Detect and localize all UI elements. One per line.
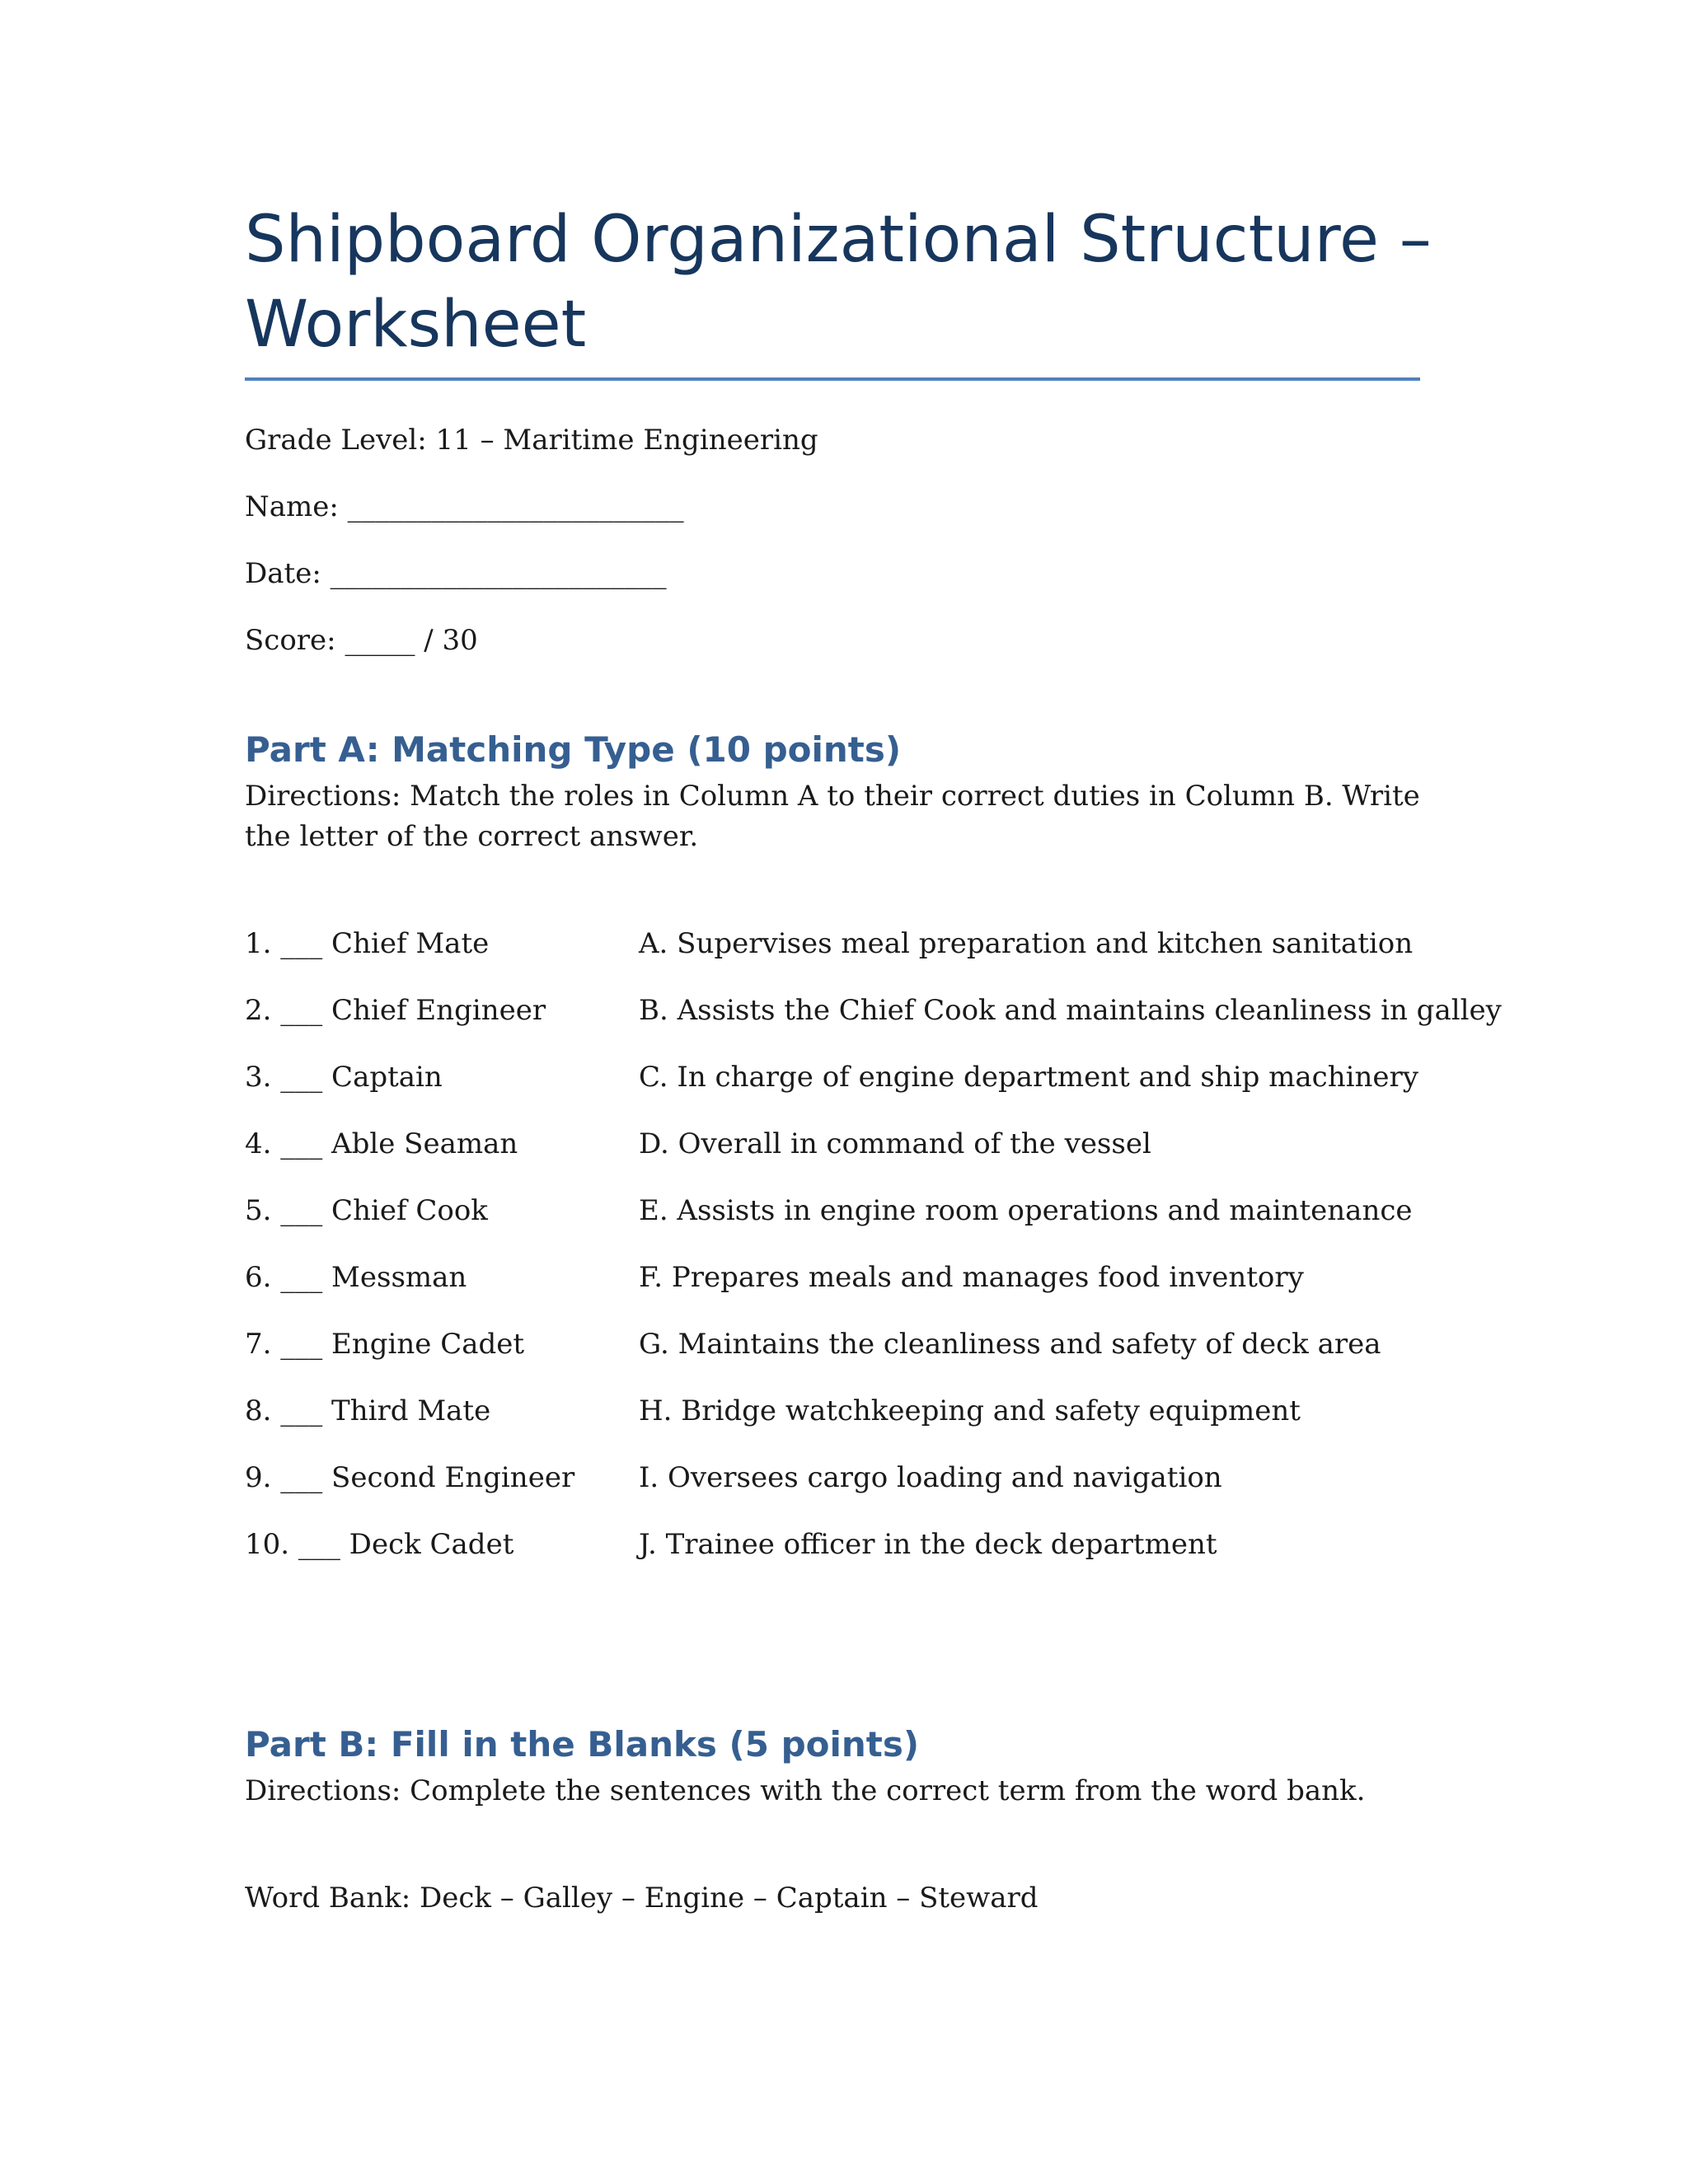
column-b-duty: A. Supervises meal preparation and kitchen sanitation [639,927,1414,960]
match-row [245,1259,1440,1296]
date-line: Date: ________________________ [245,557,667,590]
column-b-duty: I. Oversees cargo loading and navigation [639,1461,1222,1494]
match-row [245,1126,1440,1162]
match-row [245,1326,1440,1362]
column-b-duty: D. Overall in command of the vessel [639,1127,1151,1160]
part-a-directions: Directions: Match the roles in Column A to their correct duties in Column B. Write the letter of the correct answer. [245,780,1420,853]
part-b-heading: Part B: Fill in the Blanks (5 points) [245,1724,920,1765]
word-bank: Word Bank: Deck – Galley – Engine – Captain – Steward [245,1882,1039,1915]
column-a-role: 3. ___ Captain [245,1061,443,1094]
column-a-role: 6. ___ Messman [245,1261,467,1294]
column-a-role: 7. ___ Engine Cadet [245,1328,525,1361]
part-a-heading: Part A: Matching Type (10 points) [245,729,902,770]
match-row [245,1193,1440,1229]
column-b-duty: F. Prepares meals and manages food inventory [639,1261,1304,1294]
column-b-duty: C. In charge of engine department and ship machinery [639,1061,1418,1094]
column-b-duty: E. Assists in engine room operations and maintenance [639,1194,1413,1227]
column-a-role: 10. ___ Deck Cadet [245,1528,514,1561]
column-b-duty: J. Trainee officer in the deck department [639,1528,1217,1561]
match-row [245,1059,1440,1095]
column-b-duty: H. Bridge watchkeeping and safety equipment [639,1394,1301,1427]
page-title: Shipboard Organizational Structure – Worksheet [245,203,1432,362]
match-row [245,1393,1440,1429]
column-a-role: 9. ___ Second Engineer [245,1461,575,1494]
column-a-role: 2. ___ Chief Engineer [245,994,546,1027]
column-a-role: 4. ___ Able Seaman [245,1127,518,1160]
column-a-role: 8. ___ Third Mate [245,1394,491,1427]
grade-level: Grade Level: 11 – Maritime Engineering [245,424,818,457]
match-row [245,1526,1440,1563]
column-b-duty: G. Maintains the cleanliness and safety of deck area [639,1328,1381,1361]
column-a-role: 5. ___ Chief Cook [245,1194,488,1227]
name-line: Name: ________________________ [245,490,684,523]
title-underline [245,377,1420,381]
column-a-role: 1. ___ Chief Mate [245,927,490,960]
score-line: Score: _____ / 30 [245,624,478,657]
match-row [245,926,1440,962]
part-b-directions: Directions: Complete the sentences with the correct term from the word bank. [245,1774,1366,1807]
match-row [245,1460,1440,1496]
match-row [245,992,1502,1029]
column-b-duty: B. Assists the Chief Cook and maintains cleanliness in galley [639,994,1502,1027]
